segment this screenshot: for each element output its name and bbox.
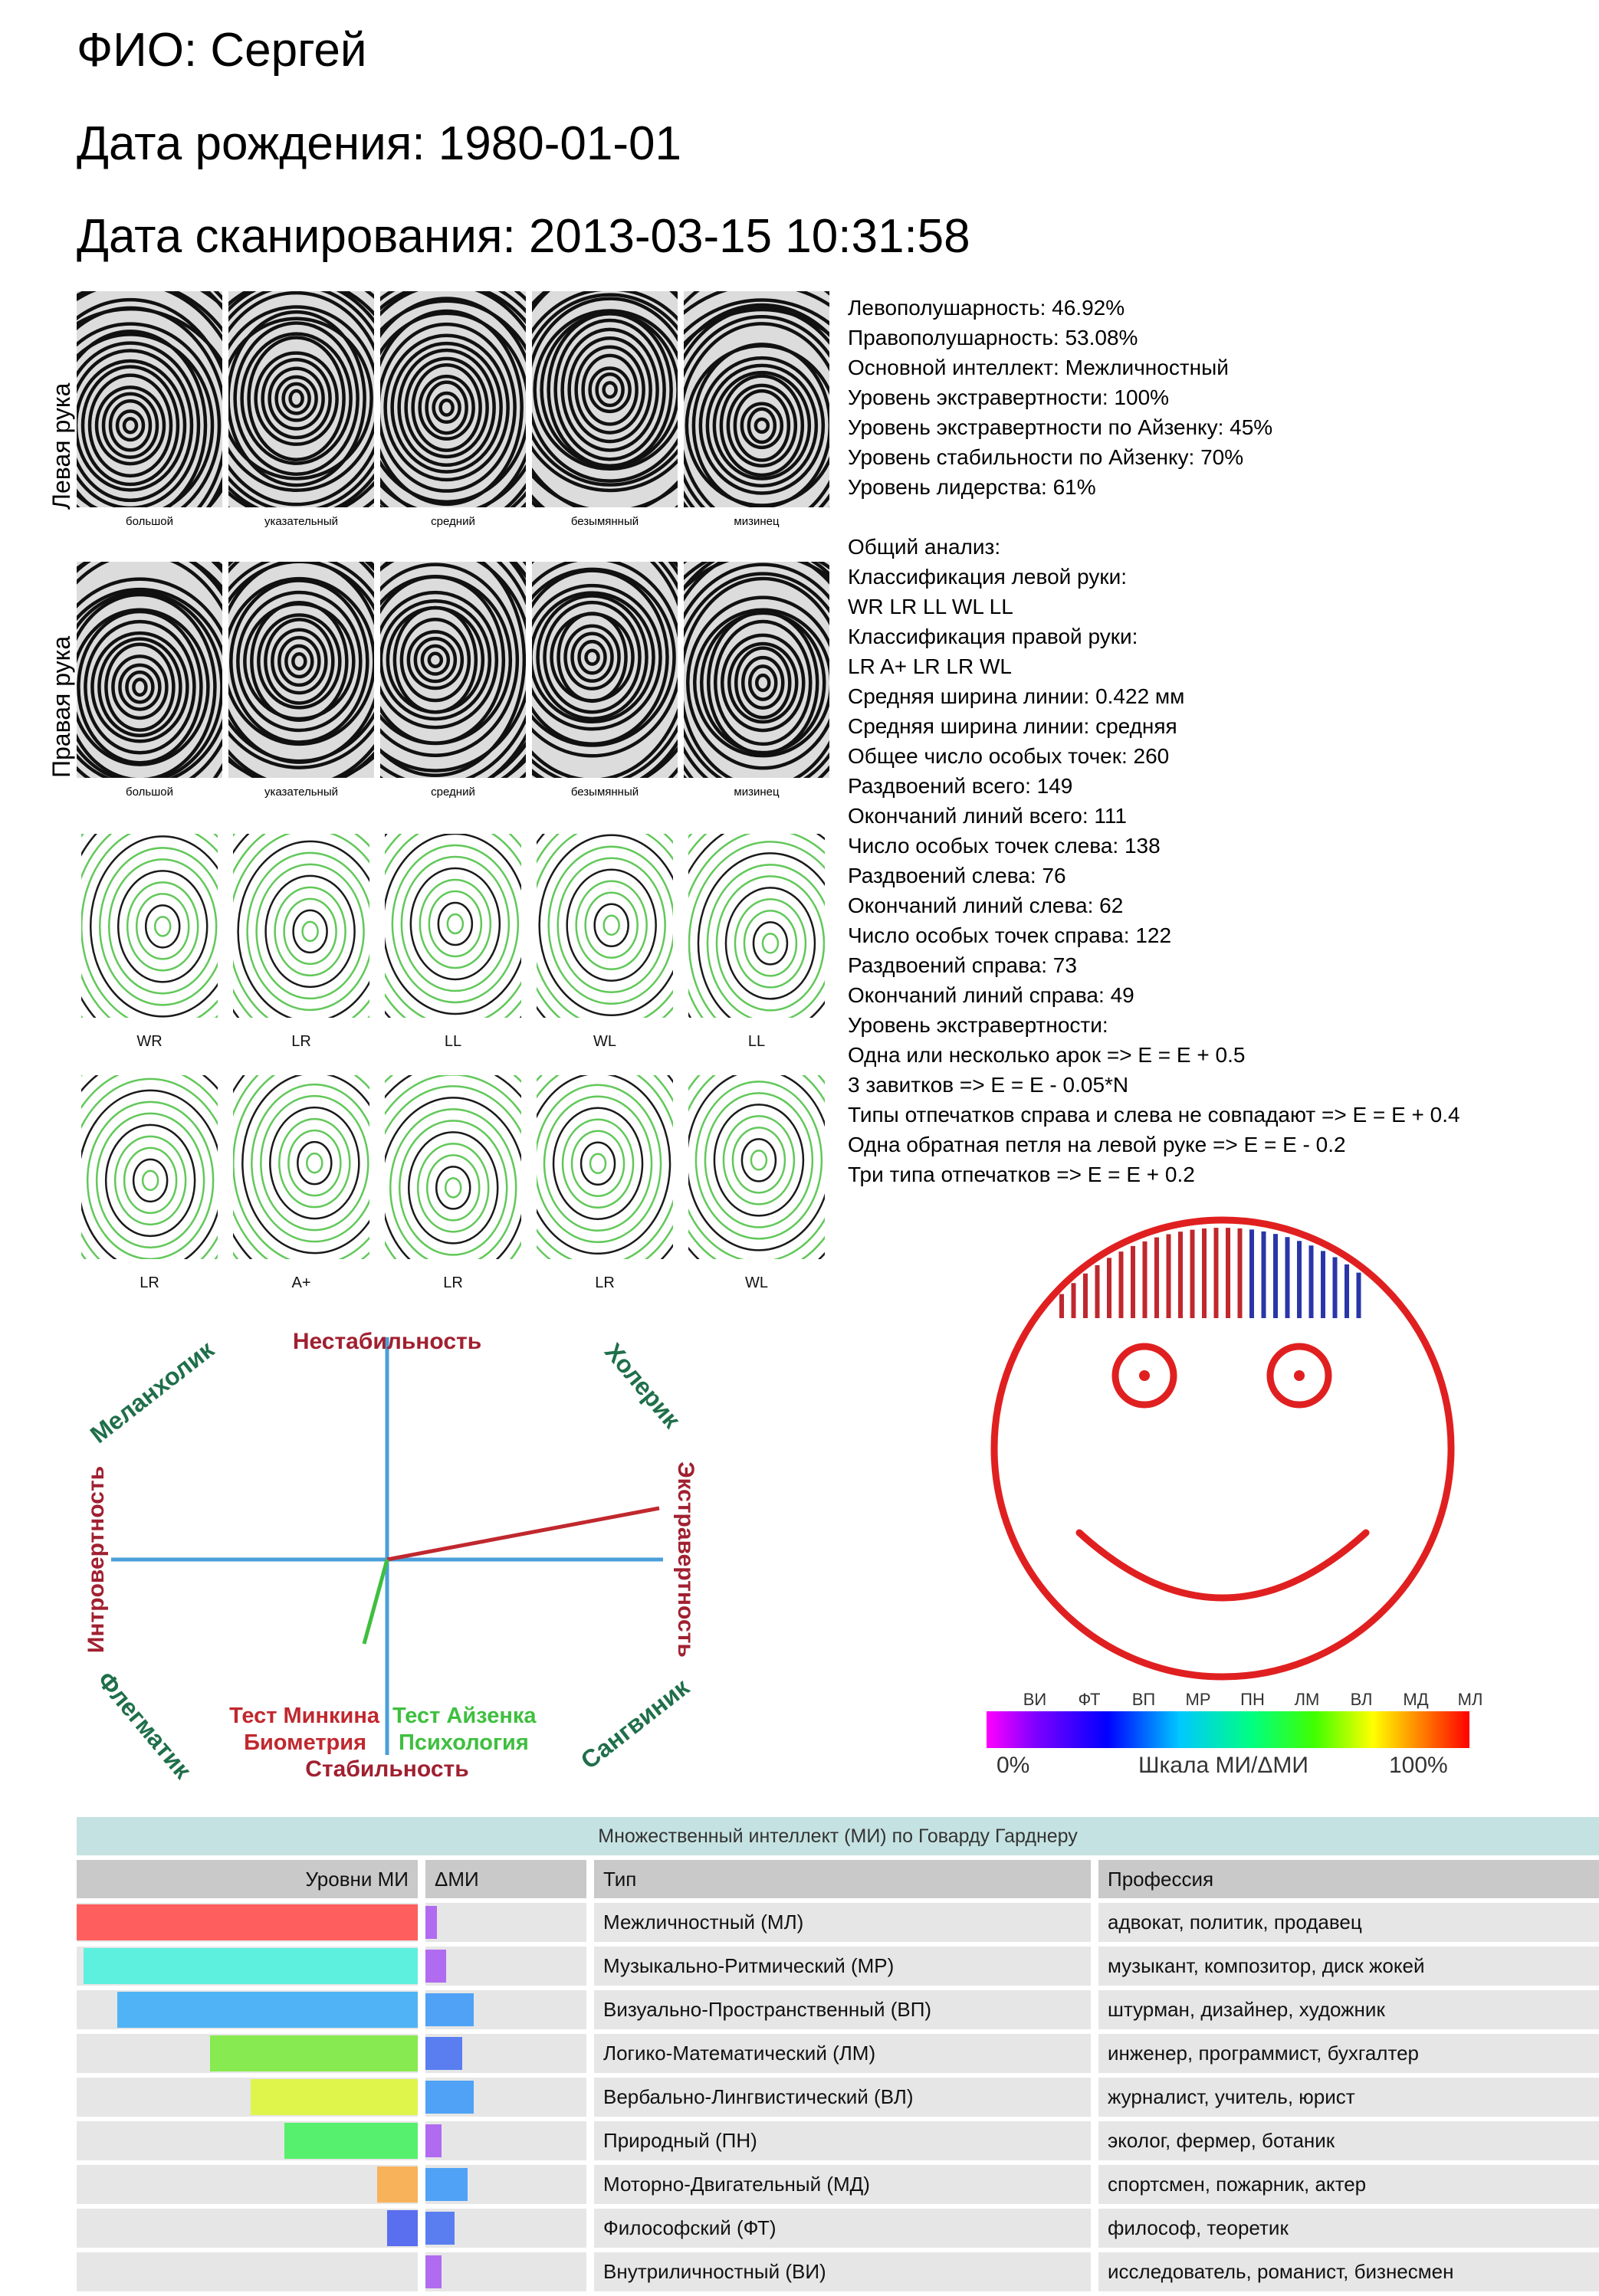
mi-level-cell [77,1990,418,2029]
mi-scale [981,1690,1483,1779]
mouth [1079,1533,1366,1598]
analysis-line: Средняя ширина линии: 0.422 мм [848,684,1185,708]
analysis-line: Раздвоений всего: 149 [848,774,1073,798]
fingerprint-photo [532,562,678,778]
mi-delta-cell [425,1990,586,2029]
analysis-line: LR A+ LR LR WL [848,654,1012,678]
pattern-caption: LL [747,1033,766,1050]
analysis-line: Число особых точек слева: 138 [848,834,1161,858]
summary-line: Уровень лидерства: 61% [848,475,1096,499]
scale-code: ПН [1240,1690,1265,1709]
analysis-line: Общее число особых точек: 260 [848,744,1170,768]
mi-delta-cell [425,2034,586,2073]
scale-code: ФТ [1078,1690,1101,1709]
mi-profession: исследователь, романист, бизнесмен [1098,2252,1599,2291]
temperament-diagram [38,1318,728,1809]
ridge-pattern [233,1075,369,1259]
mi-row [77,2252,1599,2291]
mi-row [77,2165,1599,2204]
mi-level-cell [77,1903,418,1942]
col-levels: Уровни МИ [77,1860,418,1898]
scale-footer [981,1748,1479,1779]
summary-line: Левополушарность: 46.92% [848,296,1125,320]
mi-delta-cell [425,2252,586,2291]
mi-row [77,2034,1599,2073]
analysis-line: Три типа отпечатков => E = E + 0.2 [848,1163,1195,1186]
scale-code: ВП [1131,1690,1156,1709]
mi-delta-bar [425,2168,468,2201]
mi-level-cell [77,2252,418,2291]
analysis-list [848,532,1584,1189]
finger-caption: мизинец [734,786,780,799]
legend-biometry: Биометрия [244,1730,366,1755]
scale-code: МД [1403,1690,1429,1709]
label-sanguine: Сангвиник [575,1673,694,1775]
mi-profession: музыкант, композитор, диск жокей [1098,1947,1599,1986]
mi-profession: штурман, дизайнер, художник [1098,1990,1599,2029]
pattern-caption: LR [443,1274,463,1291]
mi-level-bar [210,2035,418,2071]
mi-row [77,2209,1599,2248]
mi-type: Философский (ФТ) [594,2209,1091,2248]
col-delta: ΔМИ [425,1860,586,1898]
mi-row [77,1903,1599,1942]
ridge-pattern [537,1075,673,1259]
scale-code: МР [1185,1690,1211,1709]
mi-table-body [77,1903,1599,2291]
mi-type: Внутриличностный (ВИ) [594,2252,1091,2291]
analysis-line: WR LR LL WL LL [848,595,1013,618]
mi-level-cell [77,1947,418,1986]
analysis-line: Окончаний линий справа: 49 [848,983,1134,1007]
ridge-pattern [688,1075,825,1259]
finger-caption: указательный [264,515,338,528]
analysis-line: Окончаний линий слева: 62 [848,894,1124,917]
mi-delta-cell [425,2209,586,2248]
scale-code: ЛМ [1294,1690,1320,1709]
mi-type: Моторно-Двигательный (МД) [594,2165,1091,2204]
analysis-line: Раздвоений справа: 73 [848,953,1077,977]
pattern-caption: A+ [291,1274,311,1291]
ridge-pattern [688,834,825,1018]
mi-type: Музыкально-Ритмический (МР) [594,1947,1091,1986]
right-pupil [1294,1370,1305,1381]
mi-delta-bar [425,1950,446,1983]
mi-level-bar [377,2166,418,2203]
analysis-line: Средняя ширина линии: средняя [848,714,1177,738]
legend-eysenck: Тест Айзенка [392,1704,537,1728]
fingerprint-photo [380,562,526,778]
mi-level-bar [387,2210,418,2246]
mi-level-bar [251,2079,418,2115]
mi-delta-bar [425,2255,442,2288]
mi-profession: инженер, программист, бухгалтер [1098,2034,1599,2073]
legend-psychology: Психология [399,1730,529,1755]
ridge-pattern [81,1075,218,1259]
analysis-panel [848,293,1584,1189]
scale-code: ВИ [1023,1690,1047,1709]
pattern-caption: WL [745,1274,768,1291]
mi-profession: журналист, учитель, юрист [1098,2078,1599,2117]
analysis-line: Общий анализ: [848,535,1001,559]
mi-table-header [77,1860,1599,1898]
finger-caption: большой [126,515,173,528]
fingerprint-photo [684,291,829,507]
fingerprint-photo [684,562,829,778]
mi-delta-bar [425,2124,442,2157]
mi-delta-cell [425,2078,586,2117]
mi-type: Природный (ПН) [594,2121,1091,2160]
mi-type: Вербально-Лингвистический (ВЛ) [594,2078,1091,2117]
mi-level-bar [84,1948,418,1984]
analysis-line: 3 завитков => E = E - 0.05*N [848,1073,1129,1097]
mi-profession: философ, теоретик [1098,2209,1599,2248]
mi-profession: спортсмен, пожарник, актер [1098,2165,1599,2204]
analysis-line: Раздвоений слева: 76 [848,864,1066,887]
scale-code: ВЛ [1350,1690,1373,1709]
scale-max-label: 100% [1389,1753,1448,1778]
summary-line: Правополушарность: 53.08% [848,326,1138,349]
finger-caption: средний [431,786,475,799]
mi-delta-cell [425,1903,586,1942]
pattern-caption: LR [140,1274,159,1291]
mi-row [77,2121,1599,2160]
summary-list [848,293,1584,502]
mi-profession: адвокат, политик, продавец [1098,1903,1599,1942]
label-melancholic: Меланхолик [84,1335,219,1449]
analysis-line: Окончаний линий всего: 111 [848,804,1127,828]
pattern-caption: LL [444,1033,462,1050]
analysis-line: Одна обратная петля на левой руке => E = E - 0.2 [848,1133,1346,1156]
finger-caption: безымянный [570,786,639,799]
pattern-caption: WL [593,1033,616,1050]
mi-row [77,2078,1599,2117]
finger-caption: большой [126,786,173,799]
fingerprint-photo [532,291,678,507]
mi-level-bar [77,1904,418,1940]
left-hand-label: Левая рука [48,382,75,510]
biometry-vector [387,1508,659,1560]
col-type: Тип [594,1860,1091,1898]
mi-delta-bar [425,2037,462,2070]
scale-gradient-bar [987,1711,1469,1748]
mi-table-title: Множественный интеллект (МИ) по Говарду Гарднеру [77,1817,1599,1855]
mi-delta-bar [425,1993,474,2026]
scale-code: МЛ [1457,1690,1483,1709]
legend-minkin: Тест Минкина [229,1704,379,1728]
analysis-line: Число особых точек справа: 122 [848,923,1172,947]
label-instability: Нестабильность [292,1329,482,1354]
fingerprint-photo [77,562,222,778]
mi-profession: эколог, фермер, ботаник [1098,2121,1599,2160]
mi-type: Межличностный (МЛ) [594,1903,1091,1942]
analysis-line: Одна или несколько арок => E = E + 0.5 [848,1043,1246,1067]
finger-caption: средний [431,515,475,528]
finger-caption: безымянный [570,515,639,528]
ridge-pattern [385,834,521,1018]
label-introversion: Интровертность [84,1465,109,1654]
mi-delta-bar [425,2081,474,2114]
analysis-line: Классификация правой руки: [848,625,1138,648]
right-hand-label: Правая рука [48,635,75,778]
scale-title: Шкала МИ/ΔМИ [1138,1753,1308,1778]
ridge-pattern [385,1075,521,1259]
scan-date: Дата сканирования: 2013-03-15 10:31:58 [77,210,970,263]
mi-level-cell [77,2165,418,2204]
fingerprint-photo [228,562,374,778]
ridge-pattern [233,834,369,1018]
label-choleric: Холерик [599,1337,686,1434]
fingerprint-photo [228,291,374,507]
birth-date: Дата рождения: 1980-01-01 [77,117,681,170]
mi-level-cell [77,2078,418,2117]
fingerprint-photo [380,291,526,507]
mi-delta-cell [425,1947,586,1986]
pattern-caption: LR [291,1033,311,1050]
patient-name: ФИО: Сергей [77,24,367,77]
scale-min-label: 0% [997,1753,1030,1778]
face-circle [994,1220,1451,1677]
mi-level-cell [77,2034,418,2073]
mi-delta-bar [425,1906,437,1939]
pattern-caption: LR [595,1274,615,1291]
label-phlegmatic: Флегматик [92,1666,197,1784]
col-profession: Профессия [1098,1860,1599,1898]
label-extraversion: Экстравертность [673,1461,698,1658]
summary-line: Уровень стабильности по Айзенку: 70% [848,445,1244,469]
mi-type: Визуально-Пространственный (ВП) [594,1990,1091,2029]
mi-delta-cell [425,2121,586,2160]
psychology-vector [364,1560,387,1644]
mi-level-bar [284,2123,418,2159]
mi-delta-cell [425,2165,586,2204]
summary-line: Уровень экстравертности: 100% [848,385,1170,409]
mi-level-bar [117,1992,418,2028]
mi-type: Логико-Математический (ЛМ) [594,2034,1091,2073]
fingerprint-photo [77,291,222,507]
mi-level-cell [77,2121,418,2160]
analysis-line: Классификация левой руки: [848,565,1127,589]
finger-caption: указательный [264,786,338,799]
ridge-pattern [81,834,218,1018]
ridge-pattern [537,834,673,1018]
mi-level-cell [77,2209,418,2248]
pattern-caption: WR [136,1033,163,1050]
analysis-line: Уровень экстравертности: [848,1013,1108,1037]
summary-line: Основной интеллект: Межличностный [848,356,1229,379]
scale-codes [981,1690,1483,1711]
smiley-face [958,1203,1479,1694]
mi-row [77,1990,1599,2029]
analysis-line: Типы отпечатков справа и слева не совпадают => E = E + 0.4 [848,1103,1460,1127]
left-pupil [1139,1370,1150,1381]
mi-delta-bar [425,2212,455,2245]
mi-row [77,1947,1599,1986]
finger-caption: мизинец [734,515,780,528]
summary-line: Уровень экстравертности по Айзенку: 45% [848,415,1273,439]
label-stability: Стабильность [305,1756,469,1782]
mi-table [77,1812,1599,2296]
